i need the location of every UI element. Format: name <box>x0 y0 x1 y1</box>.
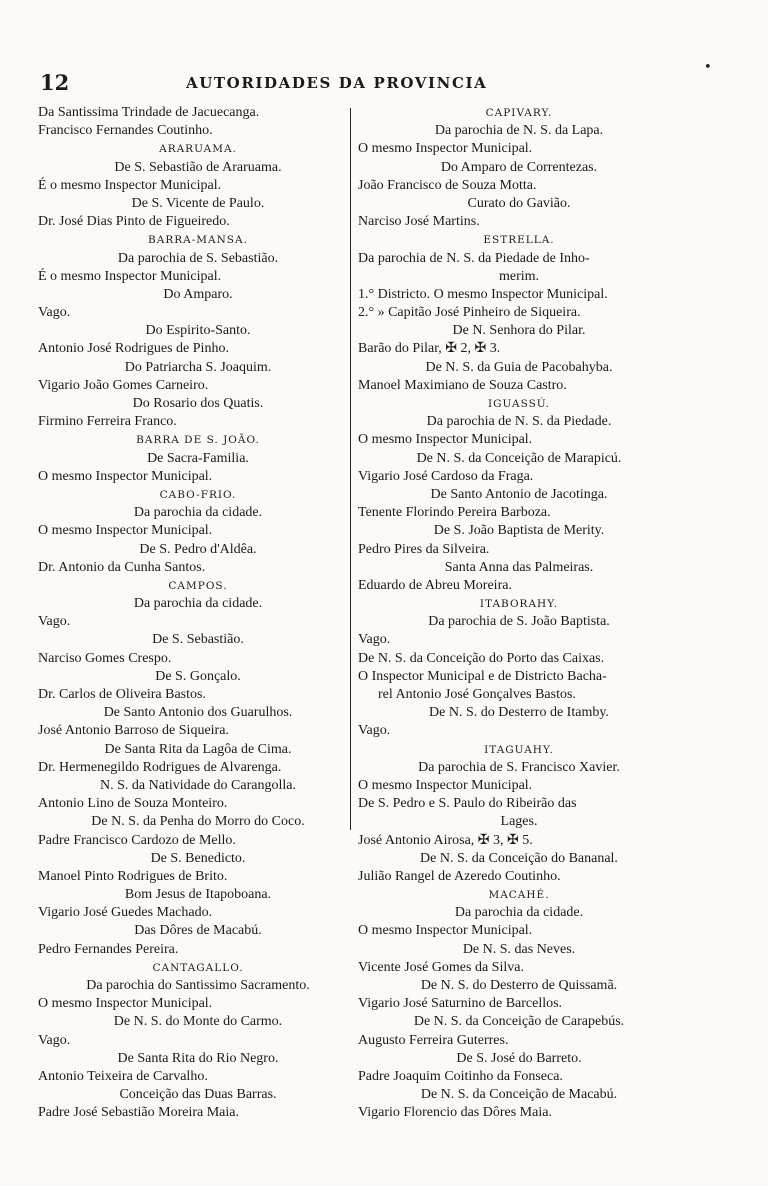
page-header <box>40 60 730 98</box>
entry-line: Eduardo de Abreu Moreira. <box>358 577 512 593</box>
entry-line: Francisco Fernandes Coutinho. <box>38 123 213 139</box>
entry-line: De N. S. da Conceição do Porto das Caixas. <box>358 650 605 666</box>
parish-line: De S. Vicente de Paulo. <box>131 195 265 211</box>
entry-line: Vigario José Saturnino de Barcellos. <box>358 996 563 1012</box>
parish-line: Da parochia de N. S. da Piedade. <box>426 414 612 430</box>
parish-line: De N. S. da Conceição de Carapebús. <box>413 1014 625 1030</box>
parish-line: Do Patriarcha S. Joaquim. <box>124 359 272 375</box>
parish-line: De N. S. do Monte do Carmo. <box>113 1014 283 1030</box>
entry-line: Vigario José Cardoso da Fraga. <box>358 468 534 484</box>
parish-line: De S. Benedicto. <box>150 850 246 866</box>
entry-line: Vago. <box>38 614 71 630</box>
entry-line: Narciso José Martins. <box>358 214 480 230</box>
entry-line: O mesmo Inspector Municipal. <box>358 923 533 939</box>
municipality-heading: IGUASSÚ. <box>487 398 551 410</box>
municipality-heading: BARRA DE S. JOÃO. <box>136 434 260 447</box>
parish-line: Da parochia de N. S. da Lapa. <box>434 123 604 139</box>
parish-line: De Santo Antonio de Jacotinga. <box>430 486 608 502</box>
entry-line: 1.° Districto. O mesmo Inspector Municipal. <box>358 286 608 302</box>
parish-line: De N. S. das Neves. <box>462 941 576 957</box>
parish-line: De S. Sebastião. <box>152 632 244 648</box>
parish-line: De Sacra-Familia. <box>147 450 249 466</box>
parish-line: Da parochia da cidade. <box>133 596 263 612</box>
parish-line: Lages. <box>500 814 538 830</box>
parish-line: De S. Pedro d'Aldêa. <box>139 541 257 557</box>
entry-line: O mesmo Inspector Municipal. <box>358 777 533 793</box>
entry-line: Barão do Pilar, ✠ 2, ✠ 3. <box>358 341 501 357</box>
municipality-heading: ESTRELLA. <box>483 234 555 247</box>
margin-mark: • <box>704 60 712 75</box>
entry-line: Dr. Carlos de Oliveira Bastos. <box>38 687 206 702</box>
parish-line: Do Rosario dos Quatis. <box>132 396 264 411</box>
entry-line: O mesmo Inspector Municipal. <box>358 432 533 448</box>
parish-line: De Santo Antonio dos Guarulhos. <box>103 705 293 721</box>
parish-line: Da parochia da cidade. <box>454 905 584 921</box>
entry-line: Da parochia de N. S. da Piedade de Inho- <box>358 250 590 266</box>
municipality-heading: CABO-FRIO. <box>159 488 237 501</box>
parish-line: Do Amparo de Correntezas. <box>440 159 598 175</box>
parish-line: Santa Anna das Palmeiras. <box>444 559 594 575</box>
parish-line: Do Espirito-Santo. <box>145 323 251 339</box>
entry-line: Pedro Pires da Silveira. <box>358 541 490 557</box>
parish-line: Da parochia de S. João Baptista. <box>428 614 610 630</box>
entry-line: Vicente José Gomes da Silva. <box>358 959 524 975</box>
parish-line: De S. João Baptista de Merity. <box>433 523 605 539</box>
municipality-heading: BARRA-MANSA. <box>148 234 248 247</box>
parish-line: Do Amparo. <box>163 286 233 302</box>
parish-line: Curato do Gavião. <box>467 195 571 211</box>
parish-line: N. S. da Natividade do Carangolla. <box>100 777 296 793</box>
municipality-heading: CANTAGALLO. <box>152 961 244 974</box>
parish-line: De S. Sebastião de Araruama. <box>114 159 282 175</box>
municipality-heading: CAMPOS. <box>168 579 228 592</box>
parish-line: De N. S. da Conceição de Marapicú. <box>416 450 622 466</box>
parish-line: Da parochia do Santissimo Sacramento. <box>86 978 310 993</box>
entry-line: Antonio Lino de Souza Monteiro. <box>38 796 228 812</box>
entry-line: Vigario João Gomes Carneiro. <box>38 377 209 393</box>
entry-line: Julião Rangel de Azeredo Coutinho. <box>358 868 561 884</box>
entry-line: Tenente Florindo Pereira Barboza. <box>358 505 551 521</box>
parish-line: De Santa Rita da Lagôa de Cima. <box>104 741 292 757</box>
entry-line: Pedro Fernandes Pereira. <box>38 941 179 957</box>
entry-line: Da Santissima Trindade de Jacuecanga. <box>38 105 260 120</box>
entry-line: É o mesmo Inspector Municipal. <box>38 268 222 284</box>
municipality-heading: ITAGUAHY. <box>484 743 554 756</box>
entry-line: José Antonio Barroso de Siqueira. <box>38 723 229 739</box>
entry-line: De S. Pedro e S. Paulo do Ribeirão das <box>358 796 577 812</box>
entry-line: O mesmo Inspector Municipal. <box>38 523 213 539</box>
entry-line: Firmino Ferreira Franco. <box>38 414 177 430</box>
parish-line: De S. José do Barreto. <box>456 1050 582 1066</box>
entry-line: Padre José Sebastião Moreira Maia. <box>38 1105 239 1121</box>
entry-line: Padre Francisco Cardozo de Mello. <box>38 832 236 848</box>
entry-line: Vago. <box>358 723 391 739</box>
entry-line: O Inspector Municipal e de Districto Bacha- <box>358 668 607 684</box>
right-column <box>358 104 680 1123</box>
entry-line: rel Antonio José Gonçalves Bastos. <box>378 687 576 702</box>
parish-line: Da parochia de S. Francisco Xavier. <box>418 759 620 775</box>
municipality-heading: ITABORAHY. <box>479 598 559 611</box>
parish-line: Da parochia de S. Sebastião. <box>117 250 279 266</box>
parish-line: Conceição das Duas Barras. <box>119 1087 277 1103</box>
running-title: AUTORIDADES DA PROVINCIA <box>186 74 488 92</box>
parish-line: De Santa Rita do Rio Negro. <box>117 1050 279 1066</box>
entry-line: Dr. Hermenegildo Rodrigues de Alvarenga. <box>38 759 282 775</box>
parish-line: De N. Senhora do Pilar. <box>452 323 586 339</box>
municipality-heading: MACAHÉ. <box>488 889 550 902</box>
parish-line: Bom Jesus de Itapoboana. <box>124 887 272 903</box>
entry-line: Vigario José Guedes Machado. <box>38 905 213 921</box>
municipality-heading: CAPIVARY. <box>485 107 553 119</box>
entry-line: Narciso Gomes Crespo. <box>38 650 172 666</box>
page-number: 12 <box>40 70 70 95</box>
parish-line: Da parochia da cidade. <box>133 505 263 521</box>
parish-line: merim. <box>498 268 540 284</box>
municipality-heading: ARARUAMA. <box>159 143 237 156</box>
entry-line: Vigario Florencio das Dôres Maia. <box>358 1105 552 1121</box>
entry-line: Antonio Teixeira de Carvalho. <box>38 1068 208 1084</box>
entry-line: 2.° » Capitão José Pinheiro de Siqueira. <box>358 305 581 321</box>
entry-line: Dr. José Dias Pinto de Figueiredo. <box>38 214 230 230</box>
column-divider <box>350 108 351 830</box>
parish-line: De N. S. da Guia de Pacobahyba. <box>425 359 613 375</box>
entry-line: João Francisco de Souza Motta. <box>358 177 537 193</box>
parish-line: De S. Gonçalo. <box>155 668 241 684</box>
entry-line: José Antonio Airosa, ✠ 3, ✠ 5. <box>358 832 533 848</box>
entry-line: O mesmo Inspector Municipal. <box>38 996 213 1012</box>
parish-line: Das Dôres de Macabú. <box>134 923 262 939</box>
entry-line: É o mesmo Inspector Municipal. <box>38 177 222 193</box>
entry-line: Padre Joaquim Coitinho da Fonseca. <box>358 1068 563 1084</box>
entry-line: O mesmo Inspector Municipal. <box>38 468 213 484</box>
entry-line: Vago. <box>38 305 71 321</box>
parish-line: De N. S. da Conceição do Bananal. <box>420 850 618 866</box>
entry-line: Antonio José Rodrigues de Pinho. <box>38 341 229 357</box>
entry-line: O mesmo Inspector Municipal. <box>358 141 533 157</box>
entry-line: Dr. Antonio da Cunha Santos. <box>38 559 206 575</box>
parish-line: De N. S. da Conceição de Macabú. <box>420 1087 618 1103</box>
parish-line: De N. S. da Penha do Morro do Coco. <box>91 814 305 830</box>
entry-line: Manoel Maximiano de Souza Castro. <box>358 377 567 393</box>
entry-line: Vago. <box>38 1032 71 1048</box>
parish-line: De N. S. do Desterro de Quissamã. <box>420 978 618 993</box>
left-column <box>38 104 358 1123</box>
entry-line: Manoel Pinto Rodrigues de Brito. <box>38 868 228 884</box>
entry-line: Augusto Ferreira Guterres. <box>358 1032 509 1048</box>
parish-line: De N. S. do Desterro de Itamby. <box>429 705 609 721</box>
entry-line: Vago. <box>358 632 391 648</box>
